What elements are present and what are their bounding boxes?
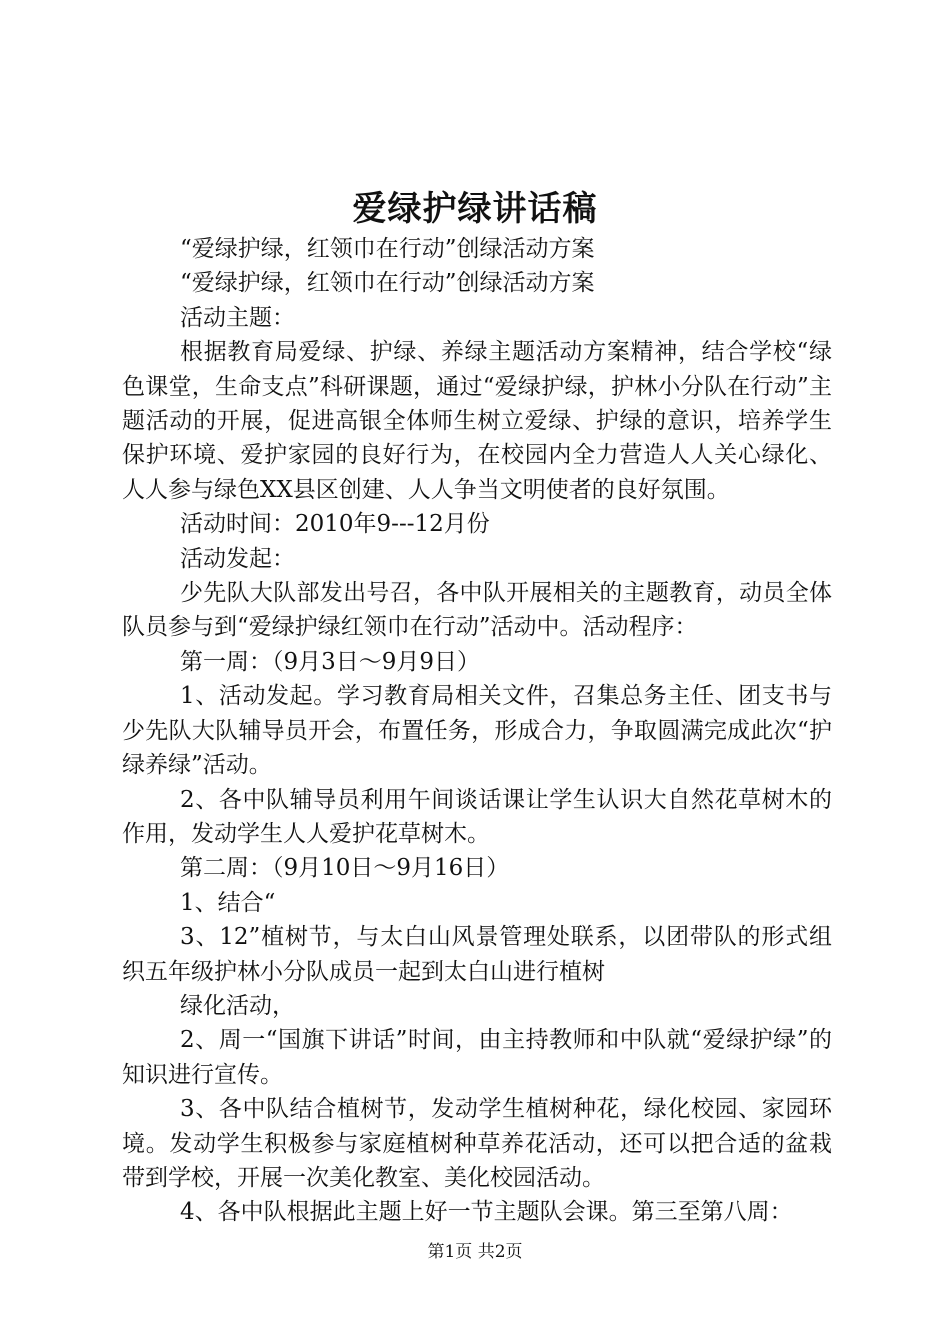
paragraph: 活动主题：: [180, 304, 295, 331]
paragraph: 活动发起：: [180, 545, 295, 572]
paragraph: 3、12”植树节，与太白山风景管理处联系，以团带队的形式组织五年级护林小分队成员一起到太白山进行植树: [122, 924, 832, 985]
paragraph: 1、结合“: [180, 889, 276, 916]
paragraph: 2、各中队辅导员利用午间谈话课让学生认识大自然花草树木的作用，发动学生人人爱护花草树木。: [122, 786, 832, 847]
paragraph: 活动时间：2010年9---12月份: [180, 511, 490, 538]
paragraph: “爱绿护绿，红领巾在行动”创绿活动方案: [180, 236, 595, 262]
paragraph: 2、周一“国旗下讲话”时间，由主持教师和中队就“爱绿护绿”的知识进行宣传。: [122, 1027, 832, 1088]
document-title: 爱绿护绿讲话稿: [352, 189, 598, 229]
paragraph: 第一周：（9月3日～9月9日）: [180, 648, 481, 675]
paragraph: 第二周：（9月10日～9月16日）: [180, 855, 510, 882]
page-footer: 第1页 共2页: [427, 1242, 523, 1262]
paragraph: 3、各中队结合植树节，发动学生植树种花，绿化校园、家园环境。发动学生积极参与家庭植树种草养花活动，还可以把合适的盆栽带到学校，开展一次美化教室、美化校园活动。: [122, 1096, 832, 1191]
paragraph: “爱绿护绿，红领巾在行动”创绿活动方案: [180, 270, 595, 297]
paragraph: 少先队大队部发出号召，各中队开展相关的主题教育，动员全体队员参与到“爱绿护绿红领巾在行动”活动中。活动程序：: [122, 580, 832, 641]
paragraph: 根据教育局爱绿、护绿、养绿主题活动方案精神，结合学校“绿色课堂，生命支点”科研课题，通过“爱绿护绿，护林小分队在行动”主题活动的开展，促进高银全体师生树立爱绿、护绿的意识，培养学生保护环境、爱护家园的良好行为，在校园内全力营造人人关心绿化、人人参与绿色XX县区创建、人人争当文明使者的良好氛围。: [122, 339, 832, 503]
paragraph: 1、活动发起。学习教育局相关文件，召集总务主任、团支书与少先队大队辅导员开会，布置任务，形成合力，争取圆满完成此次“护绿养绿”活动。: [122, 683, 832, 779]
paragraph: 4、各中队根据此主题上好一节主题队会课。第三至第八周：: [180, 1199, 793, 1226]
document-body: [122, 232, 832, 1230]
paragraph: 绿化活动，: [180, 992, 295, 1019]
